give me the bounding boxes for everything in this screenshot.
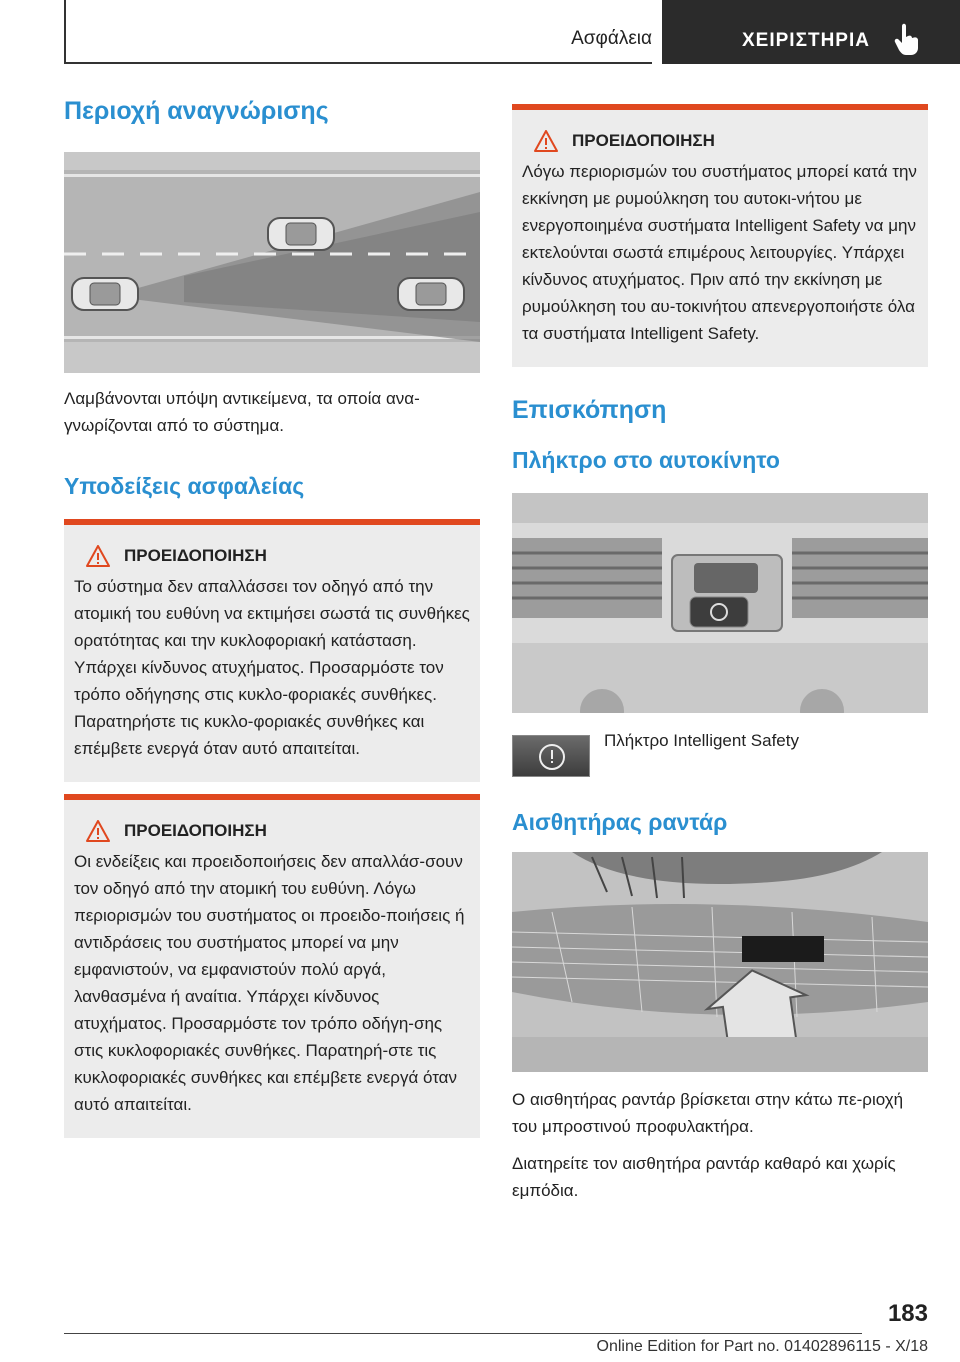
warning-title: ΠΡΟΕΙΔΟΠΟΙΗΣΗ [124,820,267,840]
radar-sensor-plate [742,936,824,962]
warning-box-3 [512,104,928,367]
button-caption: Πλήκτρο Intelligent Safety [604,730,799,750]
dashboard-button-illustration [512,493,928,713]
section-label: Ασφάλεια [571,28,652,49]
radar-sensor-text-1: Ο αισθητήρας ραντάρ βρίσκεται στην κάτω πε-ριοχή του μπροστινού προφυλακτήρα. [512,1090,904,1137]
hand-pointer-icon [894,22,920,56]
intelligent-safety-button-icon [512,735,590,777]
safety-notes-title: Υποδείξεις ασφαλείας [64,473,305,499]
overview-title: Επισκόπηση [512,396,667,424]
warning-text: Οι ενδείξεις και προειδοποιήσεις δεν απαλλάσ-σουν τον οδηγό από την ατομική του ευθύνη. Λόγω περιορισμών του συστήματος οι προειδο-ποιήσεις ή αντιδράσεις του συστήματος μπορεί να μην εμφανιστούν, να εμφανιστούν πολύ αργά, λανθασμένα ή αναίτια. Υπάρχει κίνδυνος ατυχήματος. Προσαρμόστε τον τρόπο οδήγη-σης στις κυκλοφοριακές συνθήκες. Παρατηρή-στε τις κυκλοφοριακές συνθήκες και επέμβετε ενεργά όταν αυτό απαιτείται. [74,851,465,1114]
warning-triangle-icon [86,820,110,842]
radar-sensor-title: Αισθητήρας ραντάρ [512,808,728,835]
right-column [512,104,928,1204]
chapter-tab[interactable] [662,0,960,64]
warning-title: ΠΡΟΕΙΔΟΠΟΙΗΣΗ [572,131,715,150]
header-rule-vertical [64,0,66,64]
button-in-vehicle-title: Πλήκτρο στο αυτοκίνητο [512,447,780,473]
car-left-vehicle [72,278,138,310]
road-detection-illustration [64,152,480,373]
button-figure [512,493,928,713]
warning-text: Το σύστημα δεν απαλλάσσει τον οδηγό από την ατομική του ευθύνη να εκτιμήσει σωστά τις συνθήκες ορατότητας και την κυκλοφοριακή κατάσταση. Υπάρχει κίνδυνος ατυχήματος. Προσαρμόστε τον τρόπο οδήγησης στις κυκλο-φοριακές συνθήκες. Παρατηρήστε τις κυκλο-φοριακές συνθήκες και επέμβετε ενεργά όταν αυτό απαιτείται. [74,576,470,758]
warning-box-2 [64,794,480,1138]
footer-rule [64,1333,862,1334]
radar-sensor-figure [512,852,928,1072]
detection-area-caption: Λαμβάνονται υπόψη αντικείμενα, τα οποία ανα-γνωρίζονται από το σύστημα. [64,389,420,435]
warning-title: ΠΡΟΕΙΔΟΠΟΙΗΣΗ [124,545,267,565]
button-legend [512,727,928,777]
detection-area-title: Περιοχή αναγνώρισης [64,97,329,125]
car-top-vehicle [268,218,334,250]
detection-area-figure [64,152,480,373]
page-number: 183 [887,1300,928,1327]
warning-text: Λόγω περιορισμών του συστήματος μπορεί κατά την εκκίνηση με ρυμούλκηση του αυτοκι-νήτου με ενεργοποιημένα συστήματα Intelligent Safety να μην εκτελούνται σωστά επιμέρους λειτουργίες. Υπάρχει κίνδυνος ατυχήματος. Πριν από την εκκίνηση με ρυμούλκηση του αυ-τοκινήτου απενεργοποιήστε όλα τα συστήματα Intelligent Safety. [522,162,917,343]
left-column [64,96,480,1138]
edition-note: Online Edition for Part no. 01402896115 - X/18 [596,1338,928,1355]
car-right-vehicle [398,278,464,310]
radar-sensor-text-2: Διατηρείτε τον αισθητήρα ραντάρ καθαρό και χωρίς εμπόδια. [512,1154,896,1201]
radar-sensor-illustration [512,852,928,1072]
chapter-tab-label: ΧΕΙΡΙΣΤΗΡΙΑ [742,30,870,51]
steering-warning-icon [513,736,591,778]
warning-box-1 [64,519,480,782]
warning-triangle-icon [534,130,558,152]
warning-triangle-icon [86,545,110,567]
header-rule [64,62,652,64]
